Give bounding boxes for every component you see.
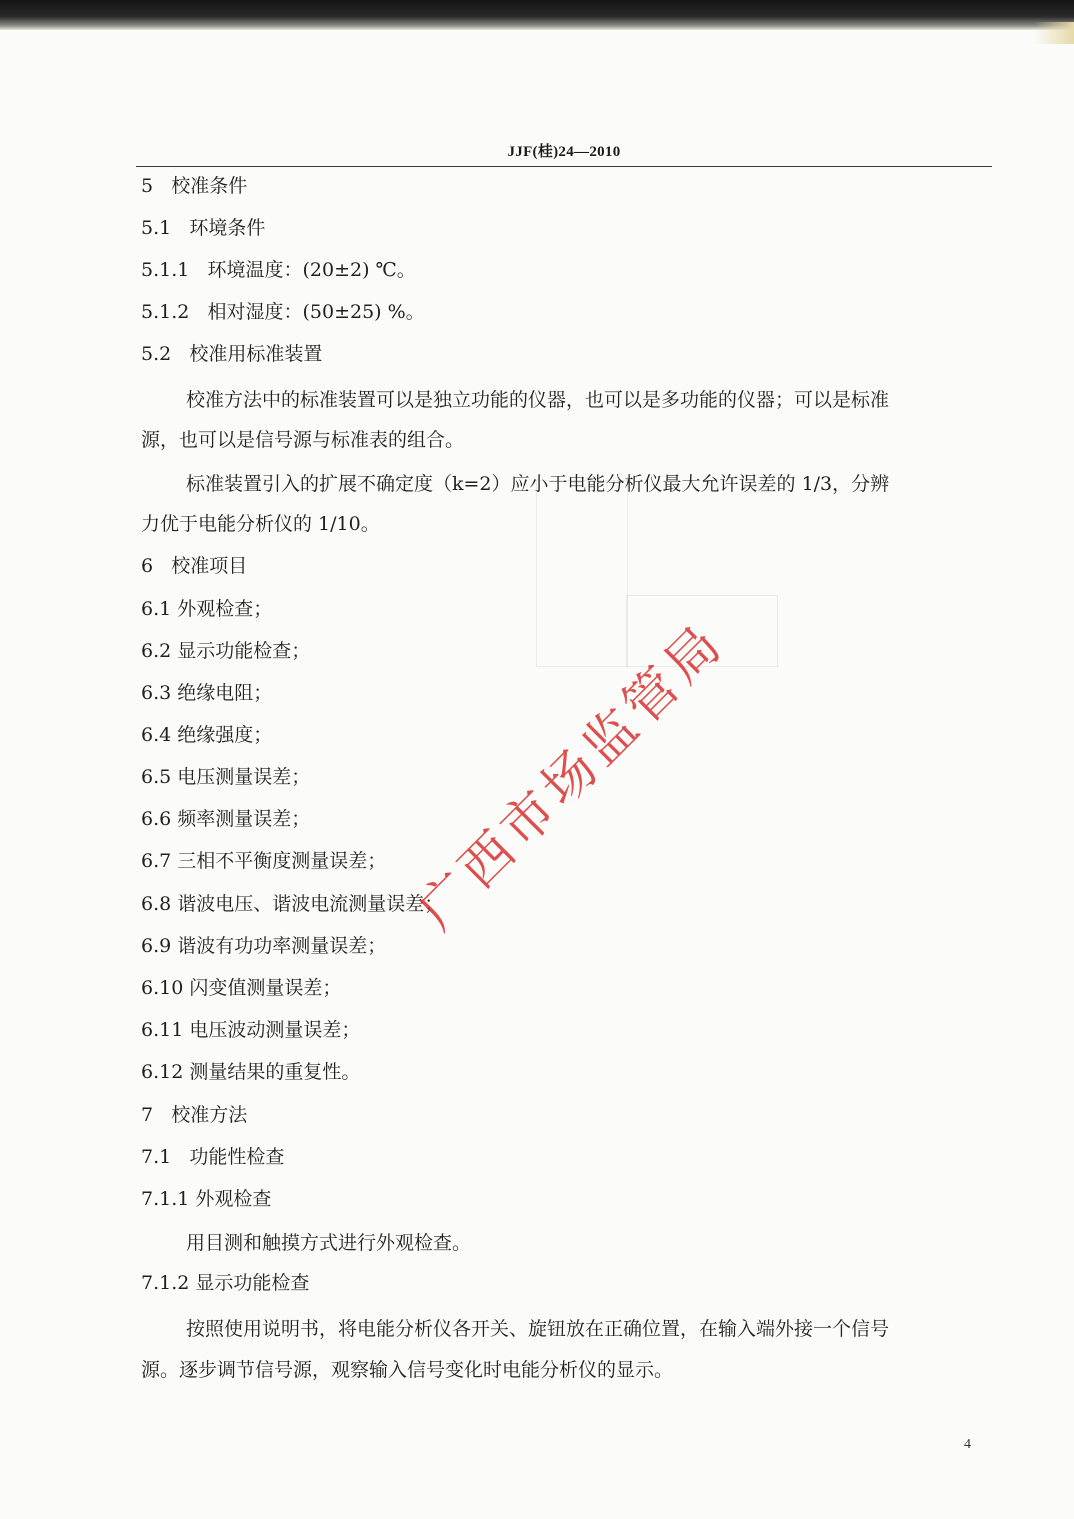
list-item: 6.9 谐波有功功率测量误差； [141,935,387,957]
section-heading-5-1: 5.1 环境条件 [141,217,266,239]
bleed-through-box [536,480,628,667]
list-item: 6.1 外观检查； [141,598,273,620]
section-heading-7-1-1: 7.1.1 外观检查 [141,1188,272,1210]
list-item: 6.10 闪变值测量误差； [141,977,342,999]
paragraph-line: 标准装置引入的扩展不确定度（k=2）应小于电能分析仪最大允许误差的 1/3，分辨 [186,473,890,495]
section-heading-7: 7 校准方法 [141,1104,248,1126]
paragraph-line: 力优于电能分析仪的 1/10。 [141,513,380,535]
list-item: 6.6 频率测量误差； [141,808,311,830]
list-item: 6.3 绝缘电阻； [141,682,273,704]
section-heading-6: 6 校准项目 [141,555,248,577]
watermark-stamp: 广西市场监管局 [407,611,737,942]
section-heading-5-2: 5.2 校准用标准装置 [141,343,323,365]
section-heading-7-1: 7.1 功能性检查 [141,1146,285,1168]
list-item: 6.4 绝缘强度； [141,724,273,746]
scan-dark-border [0,0,1074,30]
item-5-1-1: 5.1.1 环境温度：(20±2) ℃。 [141,259,416,281]
bleed-through-box [626,595,778,667]
page-number: 4 [964,1437,971,1452]
list-item: 6.7 三相不平衡度测量误差； [141,850,387,872]
document-code-header: JJF(桂)24—2010 [507,144,621,160]
item-5-1-2: 5.1.2 相对湿度：(50±25) %。 [141,301,425,323]
paragraph-line: 用目测和触摸方式进行外观检查。 [186,1232,472,1254]
paragraph-line: 源，也可以是信号源与标准表的组合。 [141,429,465,451]
paragraph-line: 源。逐步调节信号源，观察输入信号变化时电能分析仪的显示。 [141,1359,674,1381]
section-heading-7-1-2: 7.1.2 显示功能检查 [141,1272,310,1294]
list-item: 6.2 显示功能检查； [141,640,311,662]
list-item: 6.8 谐波电压、谐波电流测量误差； [141,893,444,915]
list-item: 6.5 电压测量误差； [141,766,311,788]
list-item: 6.11 电压波动测量误差； [141,1019,361,1041]
paragraph-line: 校准方法中的标准装置可以是独立功能的仪器，也可以是多功能的仪器；可以是标准 [186,389,890,411]
list-item: 6.12 测量结果的重复性。 [141,1061,361,1083]
paragraph-line: 按照使用说明书，将电能分析仪各开关、旋钮放在正确位置，在输入端外接一个信号 [186,1318,890,1340]
section-heading-5: 5 校准条件 [141,175,248,197]
scan-paper-edge [1034,22,1074,44]
header-rule [136,166,992,167]
